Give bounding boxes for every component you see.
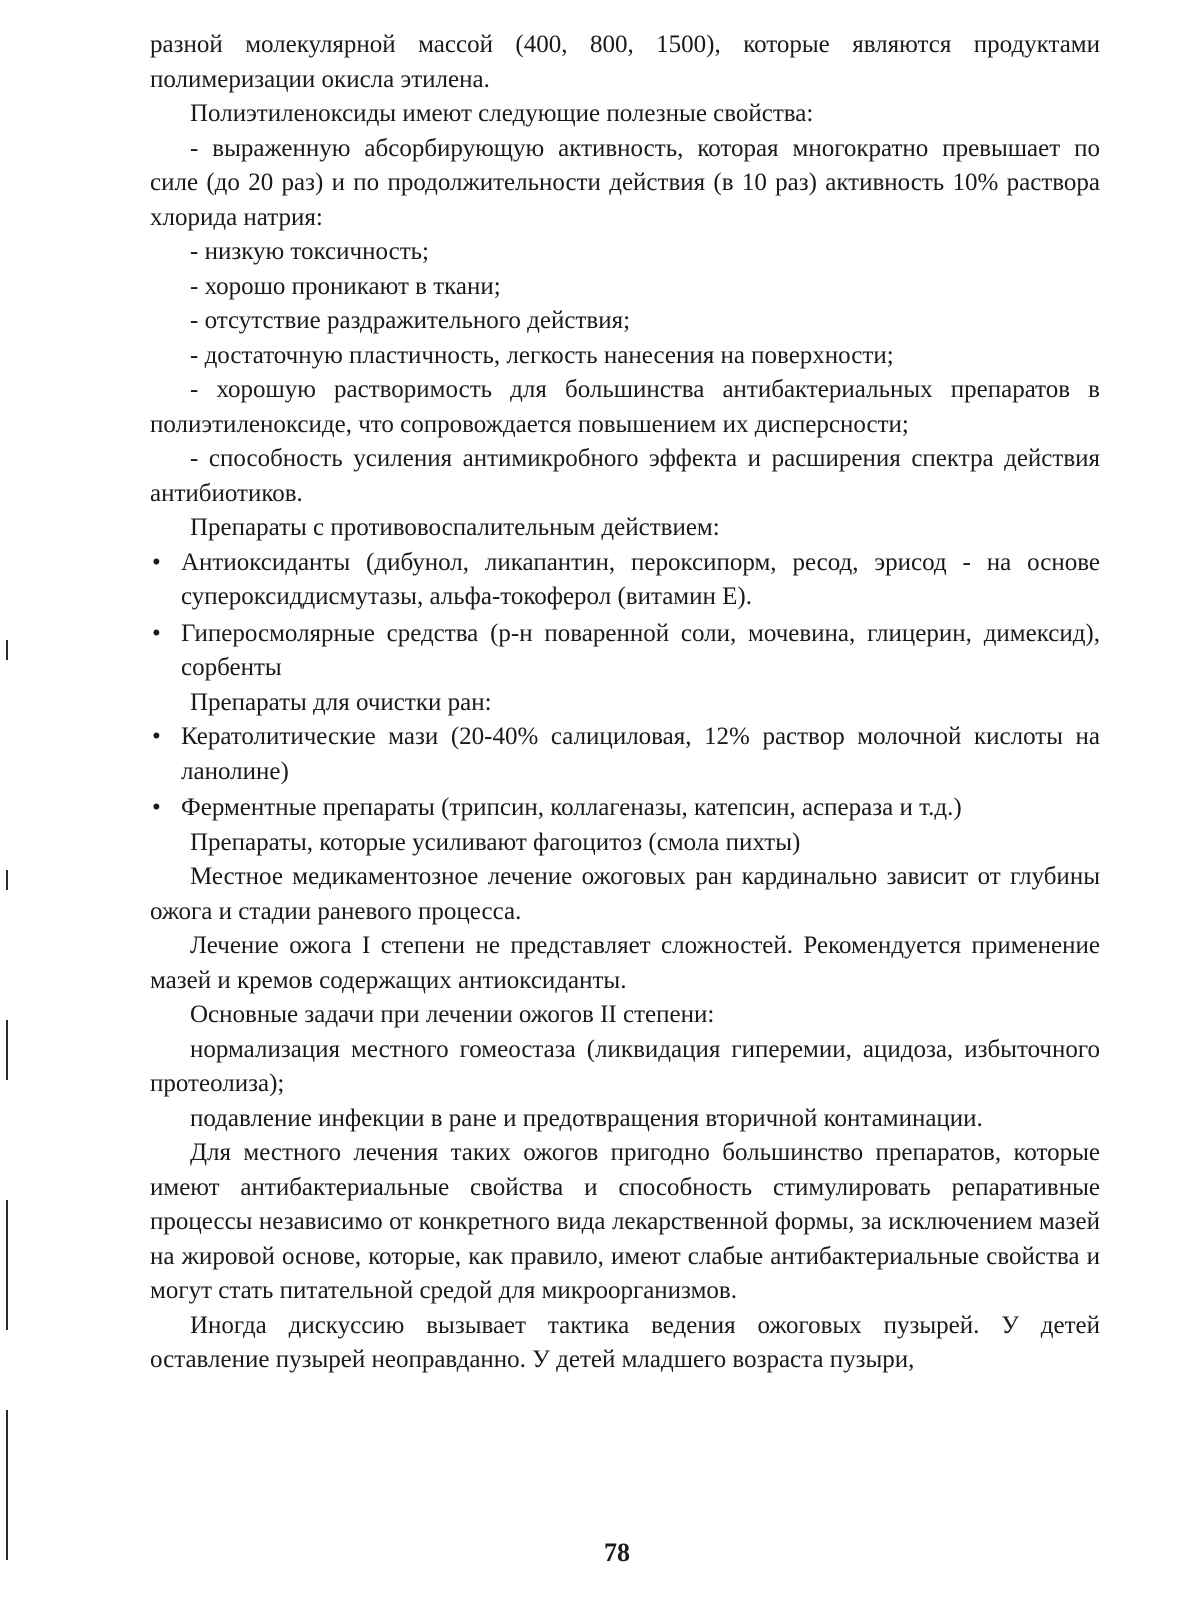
scan-edge-mark (6, 1020, 8, 1080)
paragraph: Лечение ожога I степени не представляет сложностей. Рекомендуется применение мазей и кремов содержащих антиоксиданты. (150, 932, 1100, 994)
scan-edge-mark (6, 870, 8, 890)
paragraph: нормализация местного гомеостаза (ликвидация гиперемии, ацидоза, избыточного протеолиза); (150, 1035, 1100, 1097)
list-item (150, 546, 1100, 615)
paragraph: - хорошую растворимость для большинства антибактериальных препаратов в полиэтиленоксиде, что сопровождается повышением их дисперсности; (150, 376, 1100, 438)
bullet-list (150, 546, 1100, 686)
section-heading: Препараты для очистки ран: (190, 688, 492, 716)
bullet-icon: • (152, 548, 161, 576)
bullet-list (150, 720, 1100, 826)
document-page (150, 28, 1100, 1378)
paragraph: Полиэтиленоксиды имеют следующие полезные свойства: (190, 100, 814, 127)
list-item-text: Ферментные препараты (трипсин, коллагеназы, катепсин, асперазa и т.д.) (181, 794, 962, 821)
paragraph: - низкую токсичность; (190, 238, 429, 265)
paragraph: - выраженную абсорбирующую активность, которая многократно превышает по силе (до 20 раз) и по продолжительности действия (в 10 раз) активность 10% раствора хлорида натрия: (150, 134, 1100, 231)
list-item (150, 617, 1100, 686)
page-number: 78 (604, 1538, 630, 1567)
bullet-icon: • (152, 619, 161, 647)
bullet-icon: • (152, 723, 161, 750)
bullet-icon: • (152, 794, 161, 821)
paragraph: - хорошо проникают в ткани; (190, 272, 501, 300)
paragraph: подавление инфекции в ране и предотвращения вторичной контаминации. (190, 1104, 983, 1132)
paragraph: Для местного лечения таких ожогов пригодно большинство препаратов, которые имеют антибактериальные свойства и способность стимулировать репаративные процессы независимо от конкретного вида лекарственной формы, за исключением мазей на жировой основе, которые, как правило, имеют слабые антибактериальные свойства и могут стать питательной средой для микроорганизмов. (150, 1139, 1100, 1304)
paragraph: - отсутствие раздражительного действия; (190, 307, 631, 334)
list-item-text: Антиоксиданты (дибунол, ликапантин, пероксипорм, ресод, эрисод - на основе супероксиддисмутазы, альфа-токоферол (витамин Е). (181, 548, 1100, 610)
list-item (150, 791, 1100, 826)
paragraph: Местное медикаментозное лечение ожоговых ран кардинально зависит от глубины ожога и стадии раневого процесса. (150, 863, 1100, 925)
section-heading: Препараты с противовоспалительным действием: (190, 514, 720, 541)
scan-edge-mark (6, 640, 8, 660)
paragraph: Основные задачи при лечении ожогов II степени: (190, 1001, 715, 1028)
list-item (150, 720, 1100, 789)
scan-edge-mark (6, 1200, 8, 1330)
paragraph: - способность усиления антимикробного эффекта и расширения спектра действия антибиотиков. (150, 445, 1100, 507)
list-item-text: Кератолитические мази (20-40% салициловая, 12% раствор молочной кислоты на ланолине) (181, 723, 1100, 785)
paragraph: Препараты, которые усиливают фагоцитоз (смола пихты) (190, 828, 801, 856)
paragraph: - достаточную пластичность, легкость нанесения на поверхности; (190, 341, 894, 369)
paragraph: Иногда дискуссию вызывает тактика ведения ожоговых пузырей. У детей оставление пузырей неоправданно. У детей младшего возраста пузыри, (150, 1311, 1100, 1373)
list-item-text: Гиперосмолярные средства (р-н поваренной соли, мочевина, глицерин, димексид), сорбенты (181, 619, 1100, 681)
paragraph: разной молекулярной массой (400, 800, 1500), которые являются продуктами полимеризации окисла этилена. (150, 31, 1100, 93)
